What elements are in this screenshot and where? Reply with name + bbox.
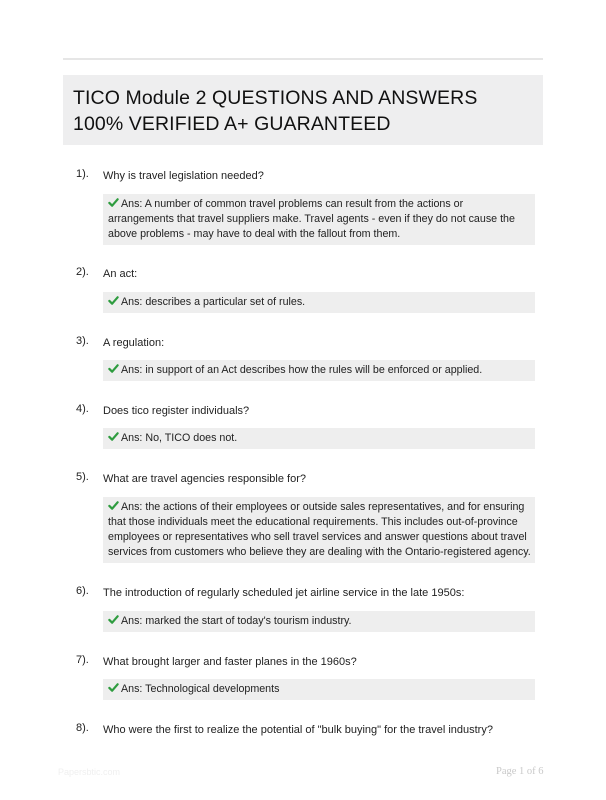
answer-text: Ans: describes a particular set of rules.: [121, 296, 306, 308]
question-number: 3).: [76, 335, 89, 347]
question-number: 6).: [76, 585, 89, 597]
question-text: Who were the first to realize the potential of "bulk buying" for the travel industry?: [103, 724, 493, 736]
checkmark-icon: [108, 431, 119, 442]
question-number: 4).: [76, 403, 89, 415]
question-number: 7).: [76, 654, 89, 666]
question-text: Why is travel legislation needed?: [103, 170, 264, 182]
document-title-line-1: TICO Module 2 QUESTIONS AND ANSWERS: [73, 87, 478, 109]
question-number: 5).: [76, 471, 89, 483]
question-text: An act:: [103, 268, 138, 280]
checkmark-icon: [108, 614, 119, 625]
answer-text: Ans: No, TICO does not.: [121, 432, 238, 444]
answer-text: Ans: Technological developments: [121, 683, 280, 695]
checkmark-icon: [108, 295, 119, 306]
page-number: Page 1 of 6: [496, 766, 544, 777]
answer-box: [103, 679, 535, 700]
question-number: 8).: [76, 722, 89, 734]
top-divider: [63, 58, 543, 60]
question-text: The introduction of regularly scheduled jet airline service in the late 1950s:: [103, 587, 465, 599]
question-text: Does tico register individuals?: [103, 405, 250, 417]
answer-text: Ans: in support of an Act describes how the rules will be enforced or applied.: [121, 364, 483, 376]
answer-text: Ans: A number of common travel problems can result from the actions or arrangements that travel suppliers make. Travel agents - even if they do not cause the above problems - may have to deal with the fallout from them.: [108, 198, 515, 240]
answer-box: [103, 428, 535, 449]
answer-text: Ans: the actions of their employees or outside sales representatives, and for ensuring that those individuals meet the educational requirements. This includes out-of-province employees or representatives who sell travel services and answer questions about travel services from customers who believe they are dealing with the Ontario-registered agency.: [108, 501, 531, 558]
answer-box: [103, 194, 535, 245]
checkmark-icon: [108, 682, 119, 693]
answer-text: Ans: marked the start of today's tourism industry.: [121, 615, 352, 627]
checkmark-icon: [108, 363, 119, 374]
document-title-box: [63, 75, 543, 145]
question-text: What are travel agencies responsible for?: [103, 473, 306, 485]
footer-watermark: Papersbtic.com: [58, 767, 121, 777]
answer-box: [103, 292, 535, 313]
checkmark-icon: [108, 197, 119, 208]
question-number: 2).: [76, 266, 89, 278]
question-text: What brought larger and faster planes in the 1960s?: [103, 656, 357, 668]
answer-box: [103, 360, 535, 381]
question-number: 1).: [76, 168, 89, 180]
answer-box: [103, 497, 535, 563]
question-text: A regulation:: [103, 337, 165, 349]
document-title-line-2: 100% VERIFIED A+ GUARANTEED: [73, 113, 391, 135]
answer-box: [103, 611, 535, 632]
checkmark-icon: [108, 500, 119, 511]
